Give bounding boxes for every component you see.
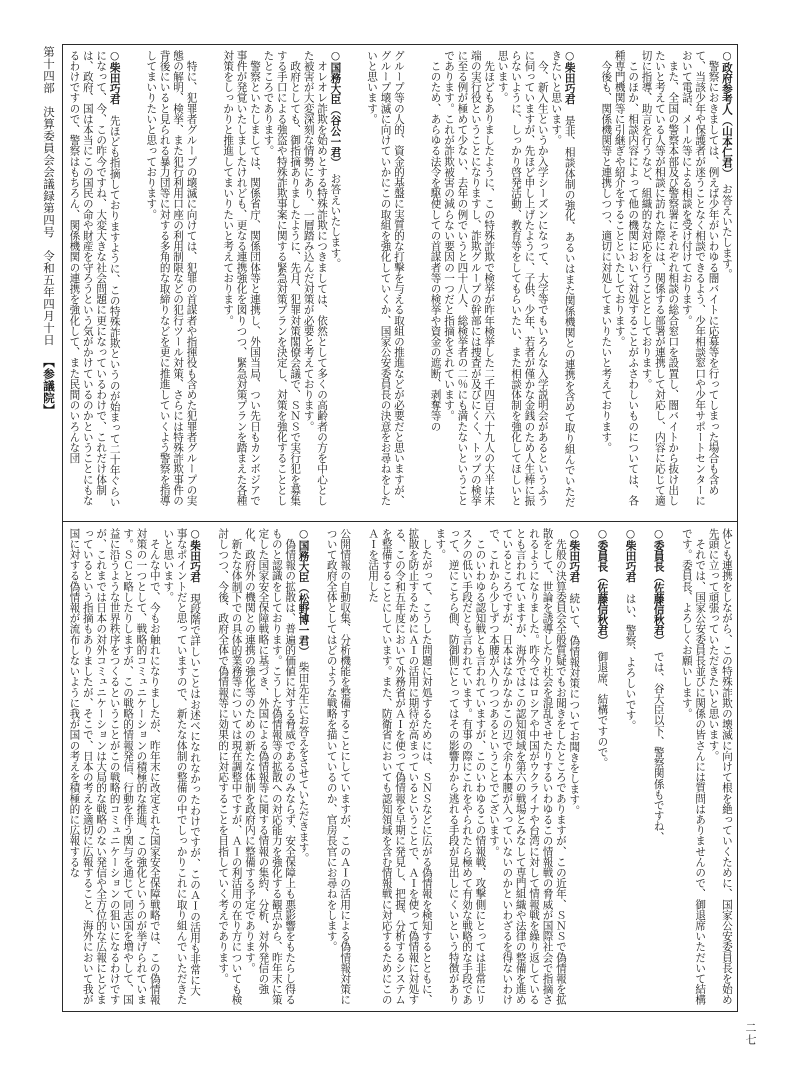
text-column: [221, 50, 342, 516]
text-column: [144, 50, 198, 516]
speaker-name: ○柴田巧君: [108, 50, 121, 105]
speaker-name: ○柴田巧君: [624, 528, 637, 583]
header-house-label: 【参議院】: [42, 356, 56, 416]
text-column: [216, 528, 310, 1006]
speech-text: はい、警察、よろしいです。: [624, 582, 637, 731]
speaker-name: ○国務大臣（松野博一君）: [297, 528, 310, 652]
speech-text: 柴田先生にお答えをさせていただきます。 偽情報の拡散は、普遍的価値に対する脅威であるのみならず、安全保障上も悪影響をもたらし得るものと認識をしております。こうした偽情報等の拡散への対応能力を強化する観点から、昨年末に策定した国家安全保障戦略に基づき、外国による偽情報等に関する情報の集約、分析、対外発信の強化、政府外の機関との連携の強化等のための新たな体制を政府内に整備する予定であります。 新たな体制下での具体的業務等については現在調整中ですが、ＡＩの利活用の在り方についても検討しつつ、今後、政府全体で偽情報等に効果的に対応することを目指していく考えであります。: [217, 528, 310, 1005]
speech-text: お答えいたします。 オレオレ詐欺を始めとする特殊詐欺につきましては、依然として多くの高齢者の方を中心とした被害が大変深刻な情勢にあり、一層踏み込んだ対策が必要と考えております。 政府としても、御指摘ありましたように、先月、犯罪対策閣僚会議で、ＳＮＳで実行犯を募集する手口による強盗や特殊詐欺事案に関する緊急対策プランを決定し、対策を強化することとしたところであります。 警察といたしましては、関係省庁、関係団体等と連携し、外国当局、つい先日もカンボジアで事件が発覚いたしましたけれども、更なる連携強化を図りつつ、緊急対策プランを踏まえた各種対策をしっかりと推進してまいりたいと考えております。: [222, 50, 342, 506]
text-column: [324, 528, 351, 1006]
upper-text-band: [63, 50, 737, 516]
speech-text: 是非、相談体制の強化、あるいはまた関係機関との連携を含めて取り組んでいただきたいと思います。 今、新入生というか入学シーズンになって、大学等でもいろんな入学説明会があるというふうに伺っていますが、先ほど申し上げたように、子供、少年、若者が僅かな金銭のため人生棒に振らないように、しっかり啓発活動、教育等をしてもらいたい、また相談体制を強化してほしいと思います。 先ほどもありましたように、この特殊詐欺で検挙が昨年検挙した二千四百六十九人の大半は末端の実行役ということになりますし、詐欺グループの幹部には捜査が及びにくく、トップの検挙に至る例が極めて少ない、去年の例でいうと四十八人、総検挙者の二％にも満たないということであります。これが詐欺被害の減らない要因の一つだと指摘をされています。 このため、あらゆる法令を駆使しての首謀者等の検挙や資金の遮断、剥奪等の: [429, 50, 576, 508]
text-column: [366, 528, 581, 1006]
speaker-name: ○柴田巧君: [568, 528, 581, 583]
speaker-name: ○委員長（佐藤信秋君）: [652, 528, 665, 641]
speech-text: では、谷大臣以下、警察関係もですね、: [652, 640, 665, 843]
speech-text: 公開情報の自動収集、分析機能を整備することにしていますが、このＡＩの活用による偽情報対策について政府全体としてはどのような戦略を描いているのか、官房長官にお尋ねをします。: [325, 528, 352, 1005]
speech-text: グループ等の人的、資金的基盤に実質的な打撃を与える取組の推進などが必要だと思いますが、グループ壊滅に向けていかにこの取組を強化していくか、国家公安委員長の決意をお尋ねをしたいと思います。: [366, 50, 405, 506]
speaker-name: ○委員長（佐藤信秋君）: [596, 528, 609, 641]
speech-text: 御退席、結構ですので。: [596, 640, 609, 768]
speech-text: 現段階で詳しいことはお述べになれなかったわけですが、このＡＩの活用も非常に大事なポイントだと思っていますので、新たな体制の整備の中でしっかりこれに取り組んでいただきたいと思います。 そんな中で、今もお触れになりましたが、昨年末に改定された国家安全保障戦略では、この偽情報対策の一つとして、戦略的コミュニケーションの積極的な推進、この強化というのが挙げられています。ＳＣと略したりしますが、この戦略的情報発信、行動を伴う関与を通じて同志国を増やして、国益に沿うような世界秩序をつくるということがこの戦略的コミュニケーションの狙いになるわけですが、これまでは日本の対外コミュニケーションは大局的な戦略のない発信や全方位的な広報にとどまっているという指摘もありましたが、そこで、日本の考えを適切に広報すること、海外において我が国に対する偽情報が流布しないように我が国の考えを積極的に広報するな: [68, 528, 202, 1005]
running-header: [38, 46, 60, 466]
band-divider: [63, 521, 737, 522]
text-column: [67, 50, 121, 516]
text-column: [67, 528, 201, 1006]
text-column: [365, 50, 405, 516]
speech-text: 先ほども指摘しておりますように、この特殊詐欺というのが始まって二十年ぐらいになって、今、この昨今ですね、大変大きな社会問題に更になっているわけで、これだけ体制は、政府、国は本当にこの国民の命や財産を守ろうという気がかけているのかということにもなるわけですので、警察はもちろん、関係機関の連携を強化して、また民間のいろんな団: [68, 50, 121, 508]
text-column: [595, 528, 608, 1006]
text-column: [623, 528, 636, 1006]
text-column: [651, 528, 664, 1006]
header-title: 第十四部 決算委員会会議録第四号 令和五年四月十日: [42, 46, 56, 346]
speaker-name: ○政府参考人（山本仁君）: [720, 50, 733, 174]
text-column: [679, 528, 733, 1006]
speaker-name: ○柴田巧君: [563, 50, 576, 105]
text-column: [599, 50, 733, 516]
speech-text: 続いて、偽情報対策についてお聞きをします。 先般の決算委員会全般質疑でもお聞きをしたところでありますが、この近年、ＳＮＳで偽情報を拡散をして、世論を誘導したり社会を混乱させたりするいわゆるこの情報戦の脅威が国際社会で指摘されるようになりました。昨今ではロシアや中国がウクライナや台湾に対して情報戦を繰り返しているとも言われていますが、海外ではこの認知領域を第六の戦場とみなして専門組織や法律の整備を進めているところですが、日本はなかなかこの辺で余り本腰が入っていないのかといわざるを得ないわけで、これから少しずつ本腰が入りつつあるということでございます。 このいわゆる認知戦とも言われていますが、このいわゆるこの情報戦、攻撃側にとっては非常にリスクの低い手段だとも言われています。有事の際にこれをやられたら極めて有効な戦略的な手段であって、逆にこちら側、防御側にとってはその影響力から逃れる手段が見出しにくいという特徴があります。 したがって、こうした問題に対処するためには、ＳＮＳなどに広がる偽情報を検知するとともに、拡散を防止するためにＡＩの活用に期待が高まっているということで、ＡＩを使って偽情報に対処する、この令和五年度において外務省がＡＩを使って偽情報を早期に発見し、把握、分析するシステムを整備することにしています。また、防衛省においても認知領域を含む情報戦に対応するためにこのＡＩを活用した: [367, 528, 581, 1005]
speaker-name: ○国務大臣（谷公一君）: [329, 50, 342, 163]
page-number: 二七: [744, 1022, 757, 1046]
speaker-name: ○柴田巧君: [189, 528, 202, 583]
speech-text: お答えいたします。 警察におきましては、例えば少年がいわゆる闇バイトに応募等を行ってしまった場合も含めて、当該少年や保護者が迷うことなく相談できるよう、少年相談窓口や少年サポートセンターにおいて電話、メール等による相談を受け付けております。 また、全国の警察本部及び警察署にそれぞれ相談の総合窓口を設置し、闇バイトから抜け出したいと考えている人等が相談に訪れた際には、関係する部署が連携して対応し、内容に応じて適切に指導、助言を行うなど、組織的な対応を行うこととしております。 このほか、相談内容によって他の機関において対処することがふさわしいものについては、各種専門機関等に引継ぎや紹介をすることといたしております。 今後も、関係機関等と連携しつつ、適切に対処してまいりたいと考えております。: [600, 50, 733, 506]
speech-text: 特に、犯罪者グループの壊滅に向けては、犯罪の首謀者や指揮役も含めた犯罪者グループの実態の解明、検挙、また犯行利用口座の利用制限などの犯行ツール対策、さらには特殊詐欺事件の背後にいると見られる暴力団等に対する多角的な取締りなどを更に推進していくよう警察を指導してまいりたいと思っております。: [145, 50, 198, 506]
lower-text-band: [63, 528, 737, 1006]
speech-text: 体とも連携をしながら、この特殊詐欺の壊滅に向けて根を絶っていくために、国家公安委員長を始め先頭に立って頑張っていただきたいと思います。 それでは、国家公安委員長並びに関係の皆さんには質問はありませんので、御退席いただいて結構です。委員長、よろしくお願いします。: [680, 528, 733, 1005]
text-column: [428, 50, 575, 516]
